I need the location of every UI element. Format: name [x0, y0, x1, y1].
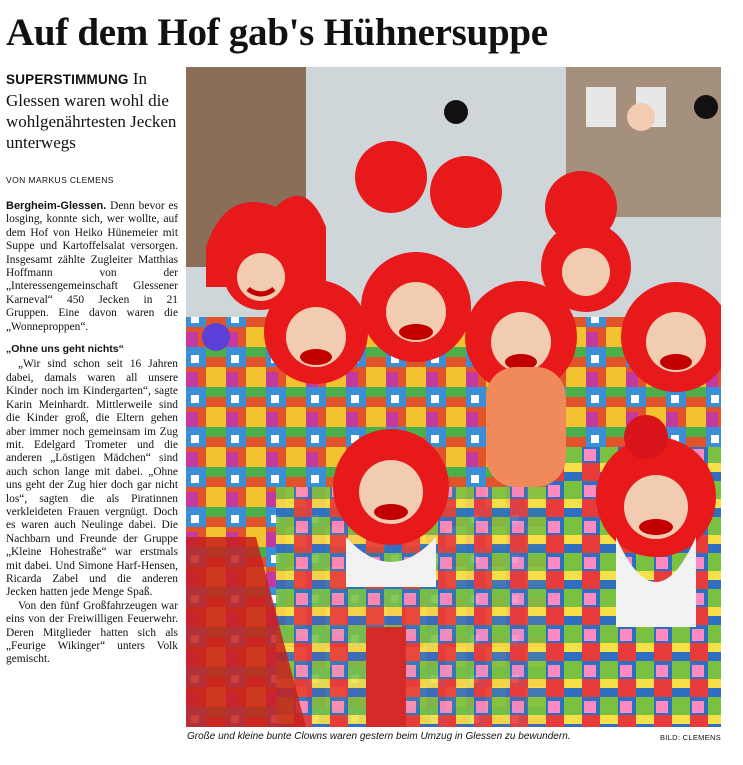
- clown-photo-illustration: [186, 67, 721, 727]
- paragraph-1: [6, 200, 178, 334]
- article-body: [6, 200, 178, 667]
- paragraph-2: „Wir sind schon seit 16 Jahren dabei, damals waren all unsere Kinder noch im Kindergarten“, sagte Karin Meinhardt. Mittlerweile sind die Kinder groß, die Eltern gehen aber immer noch gemeinsam im Zug mit. Edelgard Trometer und die anderen „Löstigen Mädchen“ sind auch schon lange mit dabei. „Ohne uns geht der Zug hier doch gar nicht los“, sagten die als Piratinnen verkleideten Frauen vergnügt. Doch es waren auch Neulinge dabei. Die Nachbarn und Freunde der Gruppe „Kleine Hohestraße“ war erstmals mit dabei. Und Simone Harf-Hensen, Ricarda Zabel und die anderen Jecken hatten jede Menge Spaß.: [6, 358, 178, 599]
- paragraph-1-text: Denn bevor es losging, konnte sich, wer wollte, auf dem Hof von Heiko Hünemeier mit Suppe und Kartoffelsalat versorgen. Insgesamt zählte Zugleiter Matthias Hoffmann von der „Interessengemeinschaft Glessener Karneval“ 450 Jecken in 21 Gruppen. Eine davon waren die „Wonneproppen“.: [6, 200, 178, 333]
- byline: VON MARKUS CLEMENS: [6, 175, 114, 185]
- teaser: [6, 68, 178, 153]
- teaser-column: [6, 68, 178, 667]
- clown-parade-photo: [186, 67, 721, 727]
- teaser-text: In Glessen waren wohl die wohlgenährtesten Jecken unterwegs: [6, 69, 177, 152]
- headline: Auf dem Hof gab's Hühnersuppe: [6, 11, 548, 54]
- dateline: Bergheim-Glessen.: [6, 200, 107, 212]
- paragraph-3: Von den fünf Großfahrzeugen war eins von der Freiwilligen Feuerwehr. Deren Mitglieder hatten sich als „Feurige Wikinger“ unters Volk gemischt.: [6, 599, 178, 666]
- photo-credit: BILD: CLEMENS: [660, 733, 721, 742]
- photo-caption: Große und kleine bunte Clowns waren gestern beim Umzug in Glessen zu bewundern.: [187, 731, 571, 742]
- kicker: SUPERSTIMMUNG: [6, 72, 129, 87]
- subhead: „Ohne uns geht nichts“: [6, 343, 124, 356]
